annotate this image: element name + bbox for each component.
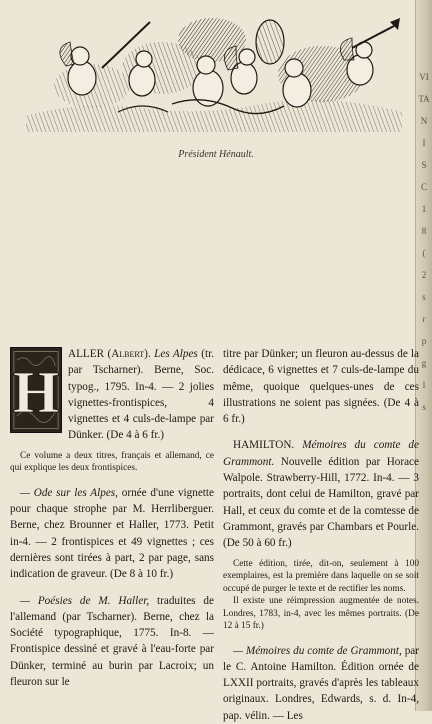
edge-fragment: s: [422, 292, 426, 302]
edge-fragment: r: [422, 314, 426, 324]
edge-fragment: VI: [419, 72, 429, 82]
svg-text:H: H: [12, 359, 60, 426]
haller-note: Ce volume a deux titres, français et allemand, ce qui explique les deux frontispices.: [10, 450, 214, 474]
edge-fragment: TA: [418, 94, 430, 104]
memoires-title: — Mémoires du comte de Grammont,: [233, 644, 402, 657]
hamilton-body: Nouvelle édition par Horace Walpole. Strawberry-Hill, 1772. In-4. — 3 portraits, dont celui de Hamilton, gravé par Hall, et ceux du comte et de la comtesse de Grammont, gravés par Chambars et Pourle. (De 50 à 60 fr.): [223, 455, 419, 550]
decorated-initial-h: [10, 347, 62, 433]
edge-fragment: I: [422, 138, 426, 148]
haller-entry-heading: ALLER (Albert).: [68, 348, 151, 360]
haller-entry-title: Les Alpes: [154, 348, 198, 360]
edge-fragment: g: [421, 358, 427, 368]
edge-fragment: 1: [421, 204, 427, 214]
edge-fragment: 8: [421, 226, 427, 236]
edge-fragment: l: [422, 380, 426, 390]
hamilton-note-first-edition: Cette édition, tirée, dit-on, seulement à 100 exemplaires, est la première dans laquelle on se soit occupé de purger le texte et de rectifier les noms.: [223, 558, 419, 594]
edge-fragment: N: [420, 116, 428, 126]
edge-fragment: C: [420, 182, 427, 192]
vignette-caption: Président Hénault.: [178, 149, 254, 160]
hamilton-entry: [223, 437, 419, 551]
edge-fragment: s: [422, 402, 426, 412]
memoires-entry: [223, 643, 419, 724]
left-column: [10, 346, 214, 690]
adjacent-page-fragments: [418, 66, 430, 418]
poesies-entry: [10, 593, 214, 691]
hamilton-title: Mémoires du comte de Grammont.: [223, 439, 419, 468]
poesies-continuation: titre par Dünker; un fleuron au-dessus de la dédicace, 6 vignettes et 7 culs-de-lampe du même, quoique quelques-unes de ces illustrations ne soient pas signées. (De 4 à 6 fr.): [223, 348, 419, 426]
edge-fragment: p: [421, 336, 427, 346]
hamilton-note-reprint: Il existe une réimpression augmentée de notes. Londres, 1783, in-4, avec les mêmes portraits. (De 12 à 15 fr.): [223, 596, 419, 632]
edge-fragment: 2: [421, 270, 427, 280]
edge-fragment: (: [422, 248, 426, 258]
engraved-vignette-putti: [22, 8, 406, 138]
ode-entry: [10, 485, 214, 583]
ode-body: ornée d'une vignette pour chaque strophe par M. Herrliberguer. Berne, chez Brounner et Haller, 1773. Petit in-4. — 2 frontispices et 49 vignettes ; ces dernières sont tirées à part, 2 par page, sans indication de graveur. (De 8 à 10 fr.): [10, 486, 214, 581]
ode-title: — Ode sur les Alpes,: [20, 486, 118, 499]
right-column: [223, 346, 419, 724]
edge-fragment: S: [421, 160, 427, 170]
poesies-title: — Poésies de M. Haller,: [20, 594, 150, 607]
haller-entry-body: (tr. par Tscharner). Berne, Soc. typog., 1795. In-4. — 2 jolies vignettes-frontispices, 4 vignettes et 4 culs-de-lampe par Dünker. (De 4 à 6 fr.): [68, 348, 214, 442]
poesies-body: traduites de l'allemand (par Tscharner). Berne, chez la Société typographique, 1775. In-8. — Frontispice dessiné et gravé à l'eau-forte par Dünker, terminé au burin par Lacroix; un fleuron sur le: [10, 594, 214, 689]
memoires-body: par le C. Antoine Hamilton. Édition ornée de LXXII portraits, gravés d'après les tableaux originaux. Londres, Edwards, s. d. In-4, pap. vélin. — Les: [223, 644, 419, 722]
hamilton-heading: HAMILTON.: [233, 439, 295, 452]
